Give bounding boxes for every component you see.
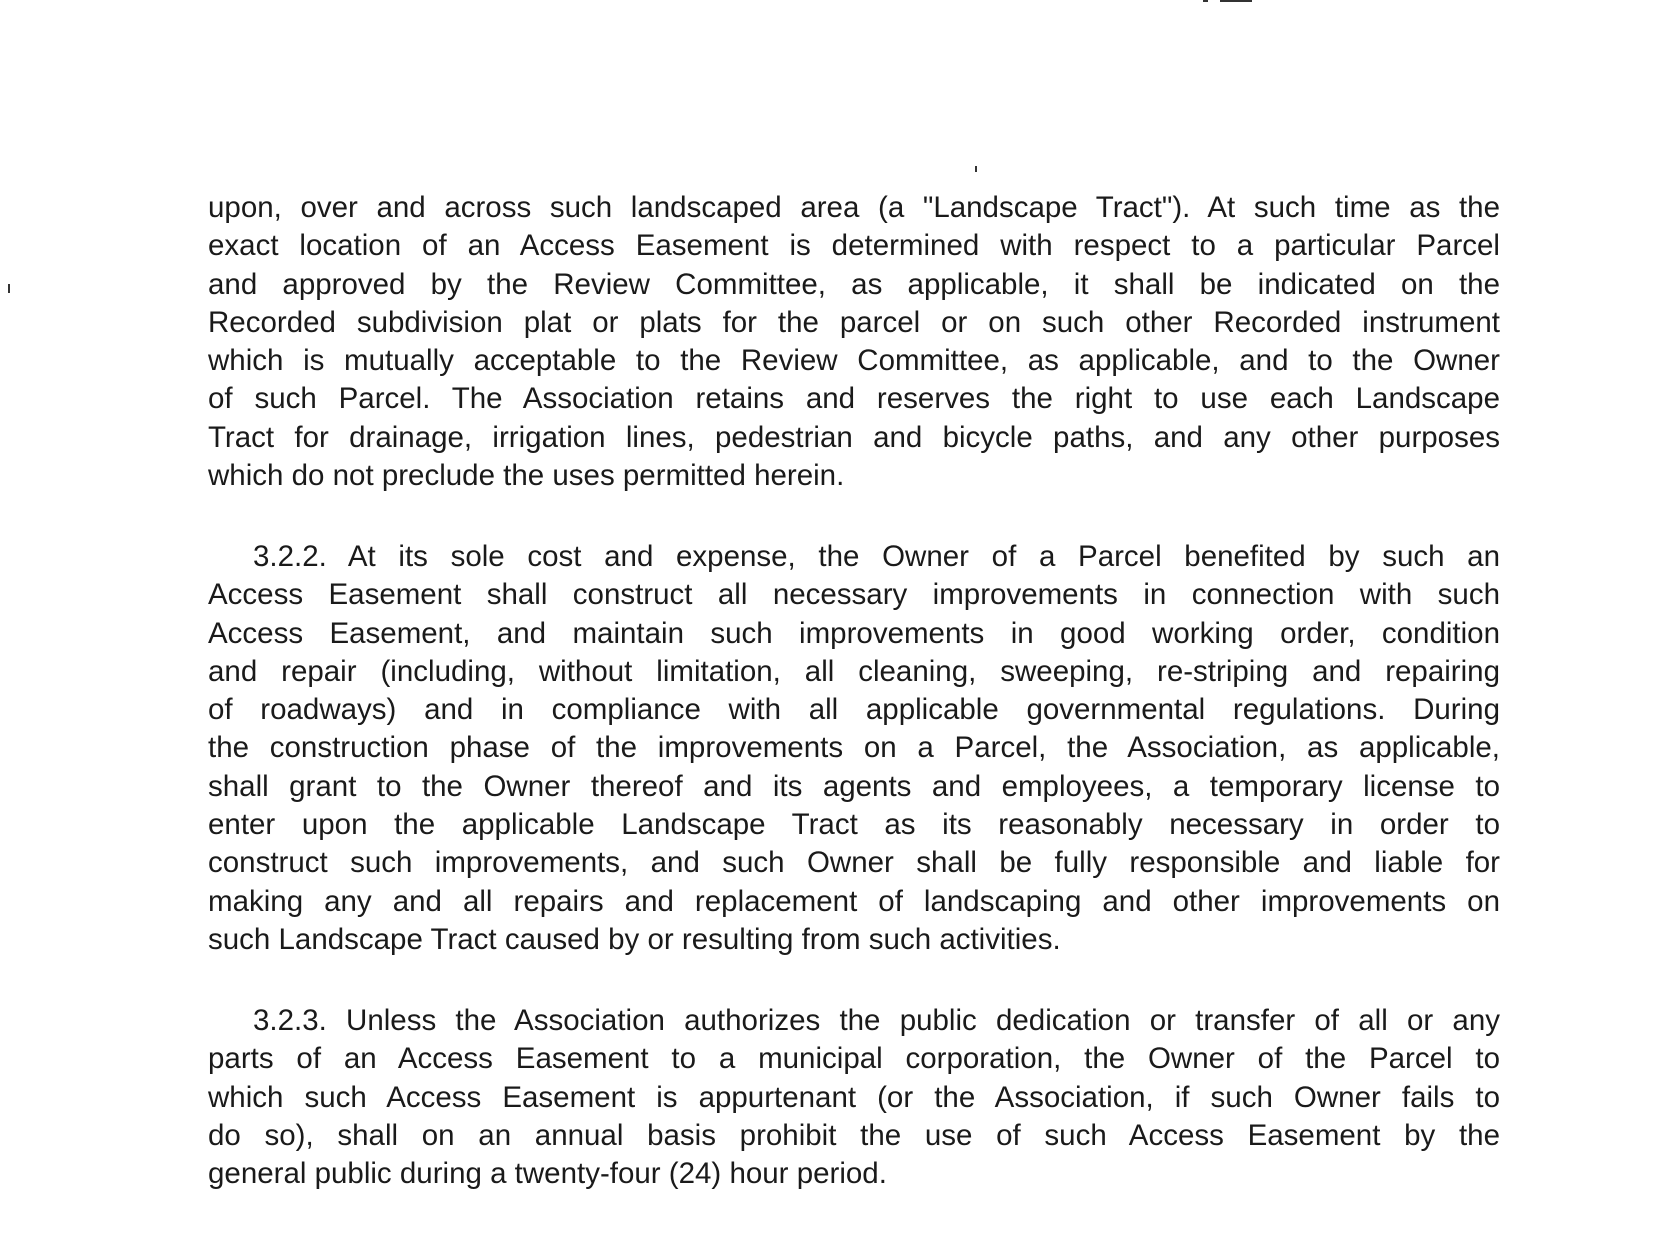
text-line: exact location of an Access Easement is determined with respect to a particular Parcel bbox=[208, 229, 1500, 263]
text-line: general public during a twenty-four (24) hour period. bbox=[208, 1157, 887, 1191]
scan-artifact-mark bbox=[1203, 0, 1208, 2]
scan-artifact-mark bbox=[8, 284, 10, 293]
text-line: and approved by the Review Committee, as applicable, it shall be indicated on the bbox=[208, 267, 1500, 301]
text-line: shall grant to the Owner thereof and its agents and employees, a temporary license to bbox=[208, 769, 1500, 803]
text-line: parts of an Access Easement to a municipal corporation, the Owner of the Parcel to bbox=[208, 1042, 1500, 1076]
text-line: do so), shall on an annual basis prohibit the use of such Access Easement by the bbox=[208, 1118, 1500, 1152]
text-line: the construction phase of the improvements on a Parcel, the Association, as applicable, bbox=[208, 731, 1500, 765]
text-line: which such Access Easement is appurtenant (or the Association, if such Owner fails to bbox=[208, 1080, 1500, 1114]
text-line: of such Parcel. The Association retains and reserves the right to use each Landscape bbox=[208, 382, 1500, 416]
text-line: which is mutually acceptable to the Review Committee, as applicable, and to the Owner bbox=[208, 344, 1500, 378]
text-line: 3.2.3. Unless the Association authorizes the public dedication or transfer of all or any bbox=[253, 1004, 1500, 1037]
text-line: which do not preclude the uses permitted herein. bbox=[208, 459, 845, 493]
text-line: of roadways) and in compliance with all applicable governmental regulations. During bbox=[208, 693, 1500, 727]
text-line: enter upon the applicable Landscape Tract as its reasonably necessary in order to bbox=[208, 808, 1500, 842]
text-line: Access Easement, and maintain such improvements in good working order, condition bbox=[208, 616, 1500, 650]
text-line: construct such improvements, and such Owner shall be fully responsible and liable for bbox=[208, 846, 1500, 880]
text-line: making any and all repairs and replacement of landscaping and other improvements on bbox=[208, 884, 1500, 918]
paragraph-section-3-2-2 bbox=[208, 538, 1500, 959]
scan-artifact-mark bbox=[1220, 0, 1252, 2]
text-line: Access Easement shall construct all necessary improvements in connection with such bbox=[208, 578, 1500, 612]
paragraph-section-3-2-3 bbox=[208, 1002, 1500, 1193]
text-line: and repair (including, without limitation, all cleaning, sweeping, re-striping and repairing bbox=[208, 654, 1500, 688]
paragraph-landscape-tract bbox=[208, 189, 1500, 495]
text-line: Recorded subdivision plat or plats for the parcel or on such other Recorded instrument bbox=[208, 305, 1500, 339]
text-line: Tract for drainage, irrigation lines, pedestrian and bicycle paths, and any other purposes bbox=[208, 420, 1500, 454]
text-line: such Landscape Tract caused by or resulting from such activities. bbox=[208, 922, 1061, 956]
text-line: upon, over and across such landscaped area (a "Landscape Tract"). At such time as the bbox=[208, 191, 1500, 224]
scan-artifact-mark bbox=[975, 166, 977, 172]
text-line: 3.2.2. At its sole cost and expense, the Owner of a Parcel benefited by such an bbox=[253, 540, 1500, 573]
